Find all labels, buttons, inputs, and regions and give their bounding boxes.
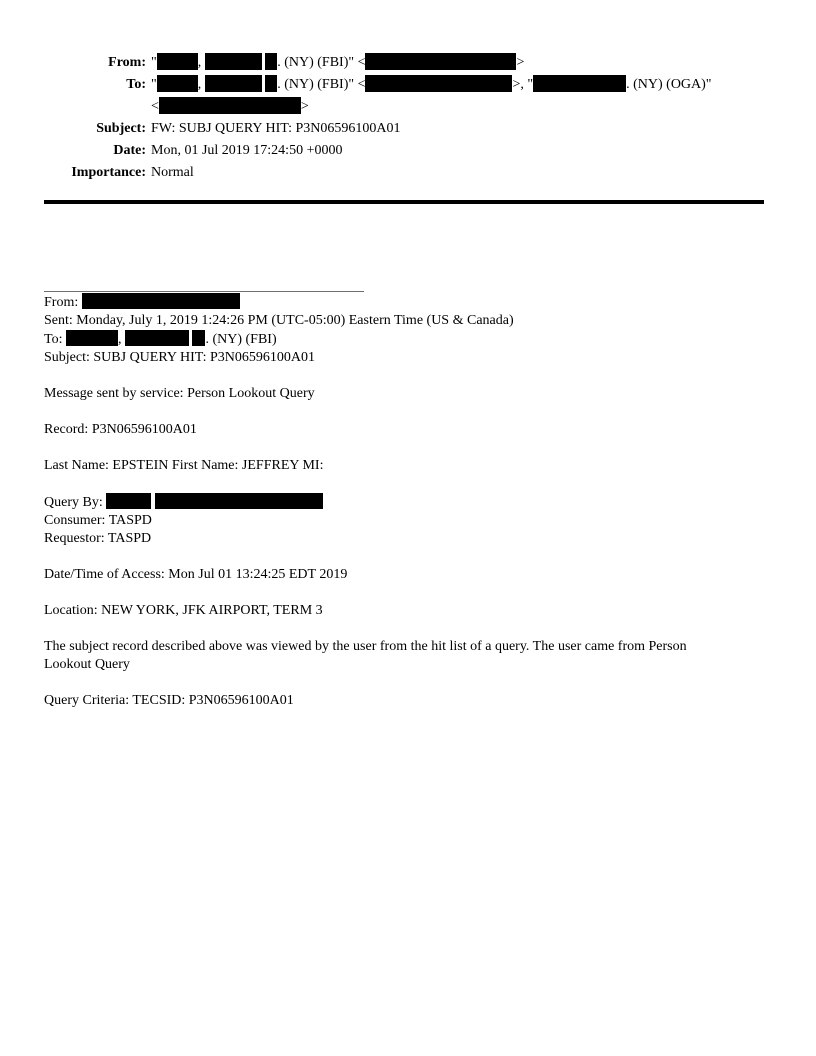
access-line xyxy=(44,566,764,584)
header-row-importance xyxy=(44,162,744,184)
text-segment: . (NY) (FBI)" < xyxy=(277,55,366,70)
blank-line xyxy=(44,584,764,602)
blank-line xyxy=(44,475,764,493)
text-segment: The subject record described above was viewed by the user from the hit list of a query. The user came from Person Lookout Query xyxy=(44,639,687,672)
header-label-to: To: xyxy=(126,77,146,92)
text-segment: Last Name: EPSTEIN First Name: JEFFREY MI: xyxy=(44,458,324,473)
body-separator-line xyxy=(44,283,364,292)
query-by-line xyxy=(44,493,764,512)
header-value-line xyxy=(151,118,401,140)
blank-line xyxy=(44,548,764,566)
service-line xyxy=(44,385,764,403)
fwd-to xyxy=(44,330,764,349)
text-segment: , xyxy=(117,332,125,347)
text-segment: Subject: SUBJ QUERY HIT: P3N06596100A01 xyxy=(44,350,316,365)
redaction-bar xyxy=(365,53,516,70)
text-segment: Consumer: TASPD xyxy=(44,513,152,528)
text-segment: > xyxy=(516,55,525,70)
redaction-bar xyxy=(365,75,512,92)
email-body xyxy=(44,283,764,710)
text-segment: > xyxy=(300,99,309,114)
requestor-line xyxy=(44,530,764,548)
header-value-line xyxy=(151,52,524,74)
text-segment: From: xyxy=(44,295,82,310)
text-segment: Mon, 01 Jul 2019 17:24:50 +0000 xyxy=(151,143,343,158)
redaction-bar xyxy=(66,330,118,346)
header-row-from xyxy=(44,52,744,74)
name-line xyxy=(44,457,764,475)
redaction-bar xyxy=(159,97,301,114)
text-segment: Record: P3N06596100A01 xyxy=(44,422,197,437)
redaction-bar xyxy=(106,493,151,509)
redaction-bar xyxy=(157,53,198,70)
text-segment: Normal xyxy=(151,165,194,180)
header-divider-rule xyxy=(44,200,764,204)
redaction-bar xyxy=(533,75,626,92)
text-segment: Location: NEW YORK, JFK AIRPORT, TERM 3 xyxy=(44,603,323,618)
email-header xyxy=(44,52,744,184)
redaction-bar xyxy=(82,293,240,309)
blank-line xyxy=(44,620,764,638)
header-value-to xyxy=(151,74,712,118)
blank-line xyxy=(44,674,764,692)
fwd-from xyxy=(44,293,764,312)
blank-line xyxy=(44,367,764,385)
header-value-from xyxy=(151,52,524,74)
text-segment: . (NY) (FBI) xyxy=(205,332,277,347)
text-segment: Message sent by service: Person Lookout Query xyxy=(44,386,315,401)
header-value-line xyxy=(151,96,712,118)
text-segment: " xyxy=(151,55,157,70)
header-row-to xyxy=(44,74,744,118)
query-criteria-line xyxy=(44,692,764,710)
header-value-date xyxy=(151,140,342,162)
redaction-bar xyxy=(205,53,262,70)
redaction-bar xyxy=(192,330,205,346)
text-segment: >, " xyxy=(512,77,534,92)
text-segment: Query By: xyxy=(44,495,107,510)
header-label-date: Date: xyxy=(113,143,146,158)
header-label-from: From: xyxy=(108,55,146,70)
description-paragraph xyxy=(44,638,736,674)
text-segment: Date/Time of Access: Mon Jul 01 13:24:25 EDT 2019 xyxy=(44,567,348,582)
redaction-bar xyxy=(205,75,262,92)
text-segment: Requestor: TASPD xyxy=(44,531,152,546)
redaction-bar xyxy=(155,493,323,509)
fwd-subject xyxy=(44,349,764,367)
blank-line xyxy=(44,439,764,457)
text-segment: Sent: Monday, July 1, 2019 1:24:26 PM (UTC-05:00) Eastern Time (US & Canada) xyxy=(44,313,514,328)
header-value-line xyxy=(151,162,194,184)
header-value-line xyxy=(151,140,342,162)
redaction-bar xyxy=(125,330,189,346)
text-segment: To: xyxy=(44,332,66,347)
text-segment: FW: SUBJ QUERY HIT: P3N06596100A01 xyxy=(151,121,401,136)
record-line xyxy=(44,421,764,439)
blank-line xyxy=(44,403,764,421)
text-segment: Query Criteria: TECSID: P3N06596100A01 xyxy=(44,693,294,708)
header-row-subject xyxy=(44,118,744,140)
redaction-bar xyxy=(265,75,277,92)
header-row-date xyxy=(44,140,744,162)
location-line xyxy=(44,602,764,620)
header-value-importance xyxy=(151,162,194,184)
text-segment: . (NY) (OGA)" xyxy=(626,77,712,92)
text-segment: " xyxy=(151,77,157,92)
text-segment: , xyxy=(197,55,205,70)
fwd-sent xyxy=(44,312,764,330)
text-segment: . (NY) (FBI)" < xyxy=(277,77,366,92)
header-label-importance: Importance: xyxy=(71,165,146,180)
text-segment: , xyxy=(197,77,205,92)
header-label-subject: Subject: xyxy=(96,121,146,136)
header-value-line xyxy=(151,74,712,96)
header-value-subject xyxy=(151,118,401,140)
redaction-bar xyxy=(265,53,277,70)
redaction-bar xyxy=(157,75,198,92)
text-segment: < xyxy=(151,99,159,114)
consumer-line xyxy=(44,512,764,530)
